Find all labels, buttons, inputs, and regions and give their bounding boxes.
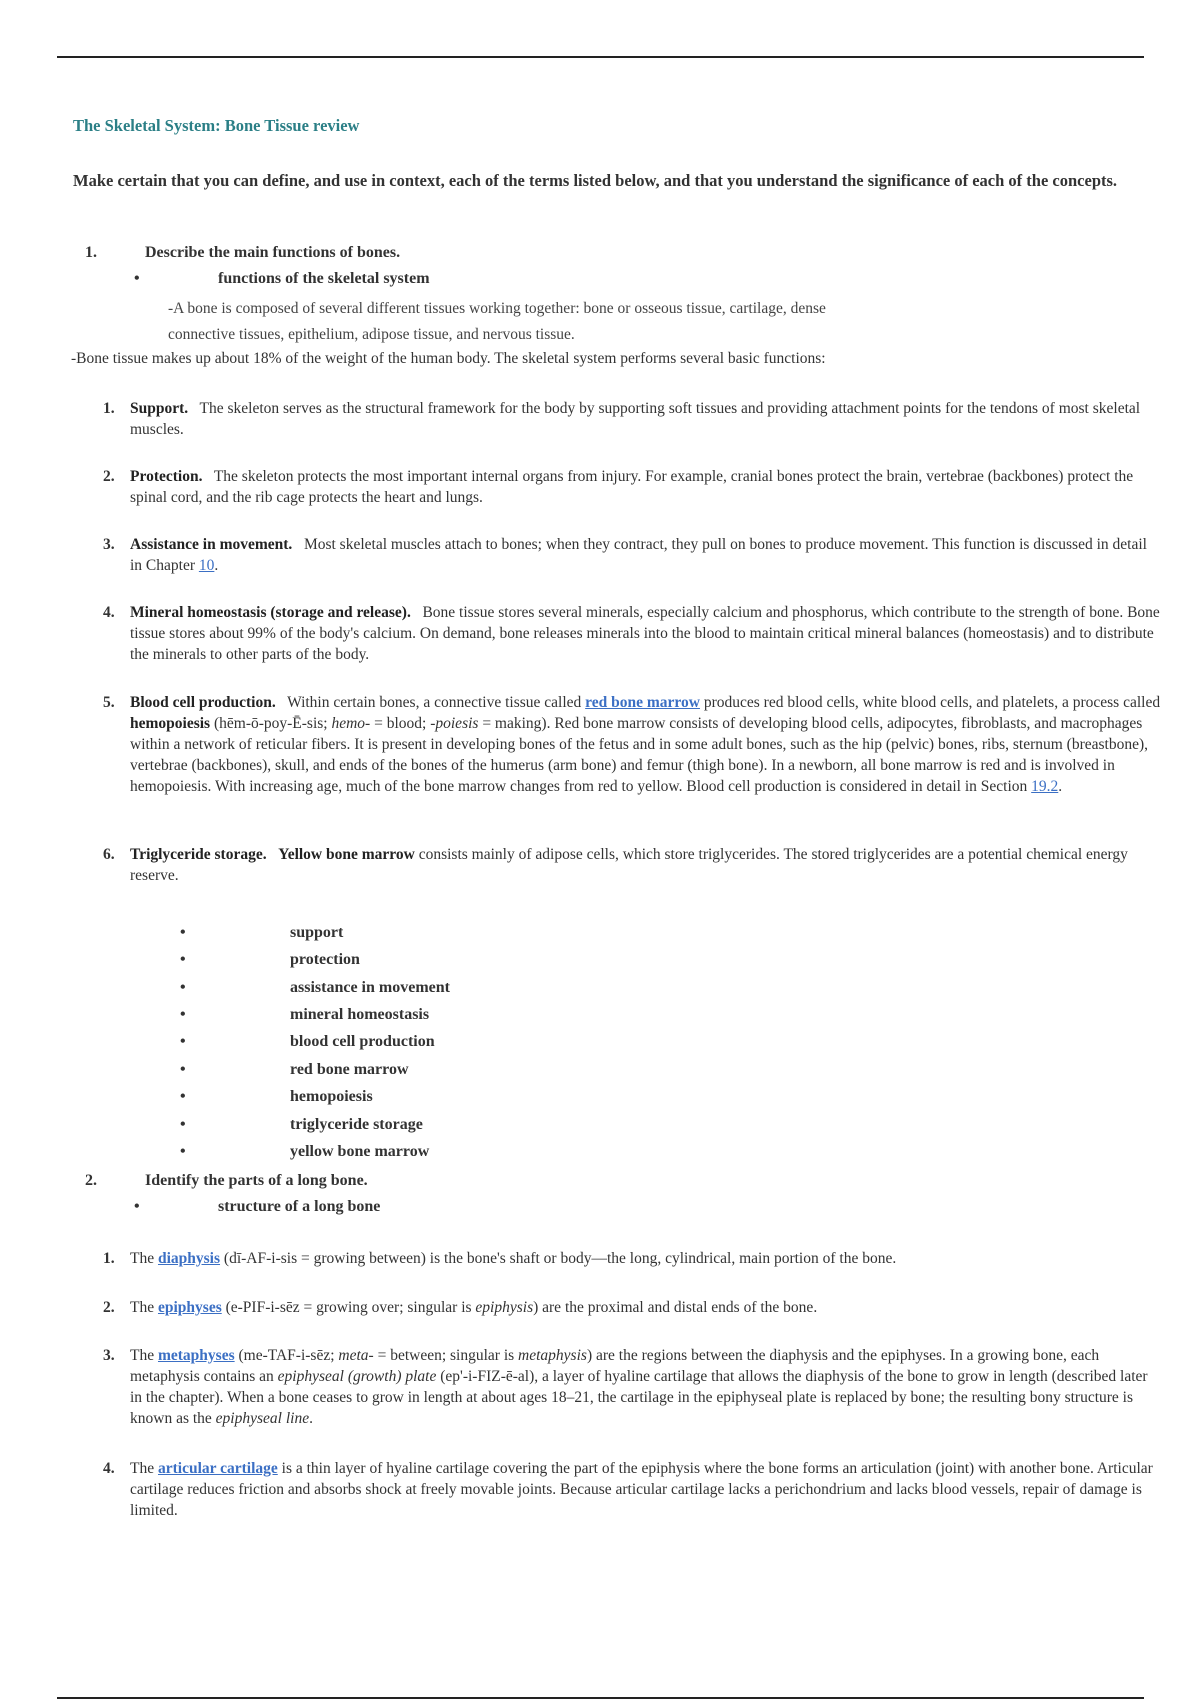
bullet-icon: •: [180, 1143, 186, 1160]
item-term: Blood cell production.: [130, 694, 276, 711]
item-number: 4.: [103, 604, 115, 621]
bullet-icon: •: [180, 951, 186, 968]
bullet-icon: •: [180, 924, 186, 941]
item-text: is a thin layer of hyaline cartilage covering the part of the epiphysis where the bone forms an articulation (joint) with another bone. Articular cartilage reduces friction and absorbs shock at freely movable joints. Because articular cartilage lacks a perichondrium and lacks blood vessels, repair of damage is limited.: [130, 1460, 1153, 1519]
item-number: 1.: [103, 1250, 115, 1267]
item-text: The: [130, 1250, 155, 1267]
bullet-icon: •: [180, 1006, 186, 1023]
paragraph-line: connective tissues, epithelium, adipose tissue, and nervous tissue.: [168, 326, 575, 343]
bullet-icon: •: [180, 1061, 186, 1078]
bullet-icon: •: [180, 1088, 186, 1105]
item-term: Mineral homeostasis (storage and release).: [130, 604, 411, 621]
question-number: 1.: [85, 244, 97, 261]
question-text: Identify the parts of a long bone.: [145, 1172, 368, 1189]
bullet-icon: •: [134, 270, 140, 287]
item-text: Most skeletal muscles attach to bones; when they contract, they pull on bones to produce movement. This function is discussed in detail in Chapter: [130, 536, 1147, 574]
item-italic: epiphyseal (growth) plate: [277, 1368, 437, 1385]
item-number: 3.: [103, 536, 115, 553]
item-text: The skeleton protects the most important internal organs from injury. For example, cranial bones protect the brain, vertebrae (backbones) protect the spinal cord, and the rib cage protects the heart and lungs.: [130, 468, 1134, 506]
item-text: (ep'-i-FIZ-ē-al), a layer of hyaline cartilage that allows the diaphysis of the bone to grow in length (described later in the chapter). When a bone ceases to grow in length at about ages 18–21, the cartilage in the epiphyseal plate is replaced by bone; the resulting bony structure is known as the: [130, 1368, 1148, 1427]
keyword-label: assistance in movement: [290, 979, 450, 996]
item-text: ) are the proximal and distal ends of the bone.: [533, 1299, 818, 1316]
keyword-label: blood cell production: [290, 1033, 435, 1050]
question-number: 2.: [85, 1172, 97, 1189]
item-term: Assistance in movement.: [130, 536, 293, 553]
item-number: 2.: [103, 468, 115, 485]
page-title: The Skeletal System: Bone Tissue review: [73, 116, 360, 135]
topic-label: functions of the skeletal system: [218, 270, 430, 287]
item-bold: hemopoiesis: [130, 715, 211, 732]
question-text: Describe the main functions of bones.: [145, 244, 401, 261]
item-text: The: [130, 1460, 155, 1477]
item-number: 5.: [103, 694, 115, 711]
item-number: 3.: [103, 1347, 115, 1364]
bullet-icon: •: [180, 979, 186, 996]
punctuation: .: [214, 557, 219, 574]
item-text: = blood;: [374, 715, 427, 732]
item-number: 2.: [103, 1299, 115, 1316]
item-text: (e-PIF-i-sēz = growing over; singular is: [225, 1299, 472, 1316]
topic-label: structure of a long bone: [218, 1198, 381, 1215]
keyword-label: support: [290, 924, 344, 941]
bullet-icon: •: [180, 1116, 186, 1133]
keyword-label: mineral homeostasis: [290, 1006, 430, 1023]
item-text: consists mainly of adipose cells, which store triglycerides. The stored triglycerides are a potential chemical energy reserve.: [130, 846, 1128, 884]
keyword-label: triglyceride storage: [290, 1116, 423, 1133]
item-italic: hemo-: [331, 715, 371, 732]
keyword-label: red bone marrow: [290, 1061, 409, 1078]
keyword-label: yellow bone marrow: [290, 1143, 430, 1160]
articular-cartilage-link[interactable]: articular cartilage: [157, 1460, 278, 1477]
item-text: ) are the regions between the diaphysis and the epiphyses. In a growing bone, each metaphysis contains an: [130, 1347, 1100, 1385]
item-number: 6.: [103, 846, 115, 863]
section-link[interactable]: 19.2: [1031, 778, 1059, 795]
keyword-label: protection: [290, 951, 360, 968]
item-term: Support.: [130, 400, 189, 417]
bullet-icon: •: [134, 1198, 140, 1215]
item-text: The: [130, 1299, 155, 1316]
bottom-rule: [57, 1697, 1144, 1699]
keyword-label: hemopoiesis: [290, 1088, 373, 1105]
item-term: Protection.: [130, 468, 203, 485]
item-text: The: [130, 1347, 155, 1364]
paragraph-weight: -Bone tissue makes up about 18% of the weight of the human body. The skeletal system performs several basic functions:: [71, 350, 826, 367]
intro-paragraph: Make certain that you can define, and use in context, each of the terms listed below, and that you understand the significance of each of the concepts.: [73, 171, 1118, 190]
item-text: .: [309, 1410, 313, 1427]
item-text: (me-TAF-i-sēz;: [238, 1347, 335, 1364]
item-text: = making). Red bone marrow consists of developing blood cells, adipocytes, fibroblasts, and macrophages within a network of reticular fibers. It is present in developing bones of the fetus and in some adult bones, such as the hip (pelvic) bones, ribs, sternum (breastbone), vertebrae (backbones), skull, and ends of the bones of the humerus (arm bone) and femur (thigh bone). In a newborn, all bone marrow is red and is involved in hemopoiesis. With increasing age, much of the bone marrow changes from red to yellow. Blood cell production is considered in detail in Section: [130, 715, 1149, 795]
chapter-link[interactable]: 10: [198, 557, 215, 574]
item-italic: epiphyseal line: [215, 1410, 310, 1427]
item-italic: epiphysis: [475, 1299, 534, 1316]
item-text: = between; singular is: [377, 1347, 515, 1364]
bullet-icon: •: [180, 1033, 186, 1050]
red-bone-marrow-link[interactable]: red bone marrow: [585, 694, 700, 711]
paragraph-line: -A bone is composed of several different tissues working together: bone or osseous tissue, cartilage, dense: [168, 300, 826, 317]
item-text: Bone tissue stores several minerals, especially calcium and phosphorus, which contribute to the strength of bone. Bone tissue stores about 99% of the body's calcium. On demand, bone releases minerals into the blood to maintain critical mineral balances (homeostasis) and to distribute the minerals to other parts of the body.: [130, 604, 1160, 663]
top-rule: [57, 56, 1144, 58]
punctuation: .: [1058, 778, 1063, 795]
item-italic: -poiesis: [430, 715, 479, 732]
item-italic: meta-: [338, 1347, 374, 1364]
diaphysis-link[interactable]: diaphysis: [157, 1250, 221, 1267]
item-text: (dī-AF-i-sis = growing between) is the bone's shaft or body—the long, cylindrical, main portion of the bone.: [223, 1250, 897, 1267]
item-text: Within certain bones, a connective tissue called: [287, 694, 582, 711]
item-text: (hēm-ō-poy-Ē-sis;: [213, 715, 328, 732]
item-term: Triglyceride storage.: [130, 846, 267, 863]
item-text: The skeleton serves as the structural framework for the body by supporting soft tissues and providing attachment points for the tendons of most skeletal muscles.: [130, 400, 1141, 438]
epiphyses-link[interactable]: epiphyses: [157, 1299, 222, 1316]
item-italic: metaphysis: [518, 1347, 587, 1364]
item-bold: Yellow bone marrow: [278, 846, 415, 863]
item-number: 1.: [103, 400, 115, 417]
item-text: produces red blood cells, white blood cells, and platelets, a process called: [703, 694, 1161, 711]
paragraph-tissues: [168, 296, 826, 348]
item-number: 4.: [103, 1460, 115, 1477]
metaphyses-link[interactable]: metaphyses: [157, 1347, 235, 1364]
